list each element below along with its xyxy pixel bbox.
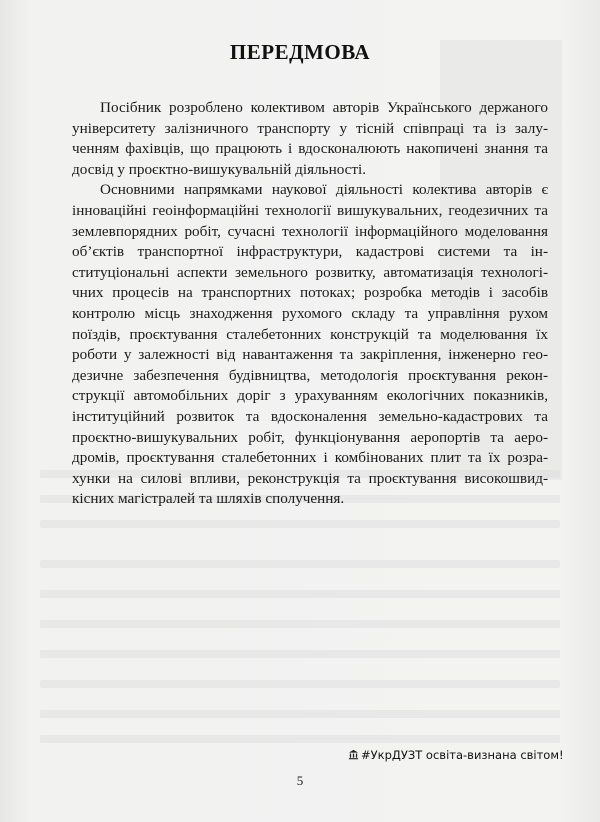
bleed-through-line (40, 735, 560, 743)
paragraph: Посібник розроблено колективом авторів Українського держаного університету залізничного транспорту у тісній співпраці та із залученням фахівців, що працюють і вдосконалюють накопичені знання та досвід у проєктно-вишукувальній діяльності. (72, 99, 548, 178)
university-building-icon (348, 749, 359, 760)
bleed-through-line (40, 520, 560, 528)
bleed-through-line (40, 560, 560, 568)
bleed-through-line (40, 590, 560, 598)
preface-body (72, 98, 548, 510)
paragraph: Основними напрямками наукової діяльності колектива авторів є інноваційні геоінформаційні технології вишукувальних, геодезичних та землевпорядних робіт, сучасні технології інформаційного моделовання об’єктів транспортної інфраструктури, кадастрові системи та інституціональні аспекти земельного розвитку, автоматизація технологічних процесів на транспортних потоках; розробка методів і засобів контролю місць знаходження рухомого складу та управління рухом поїздів, проєктування сталебетонних конструкцій та моделювання їх роботи у залежності від навантаження та закріплення, інженерно геодезичне забезпечення будівництва, методологія проєктування реконструкції автомобільних доріг з урахуванням екологічних показників, інституційний розвиток та вдосконалення земельно-кадастрових та проєктно-вишукувальних робіт, функціонування аеропортів та аеродромів, проєктування сталебетонних і комбінованих плит та їх розрахунки на силові впливи, реконструкція та проєктування високошвидкісних магістралей та шляхів сполучення. (72, 181, 548, 508)
page-title: ПЕРЕДМОВА (229, 40, 371, 64)
bleed-through-line (40, 710, 560, 718)
page-number: 5 (296, 773, 304, 788)
university-stamp (348, 746, 564, 763)
bleed-through-line (40, 650, 560, 658)
bleed-through-line (40, 620, 560, 628)
stamp-text: #УкрДУЗТ освіта-визнана світом! (361, 747, 564, 762)
bleed-through-line (40, 680, 560, 688)
